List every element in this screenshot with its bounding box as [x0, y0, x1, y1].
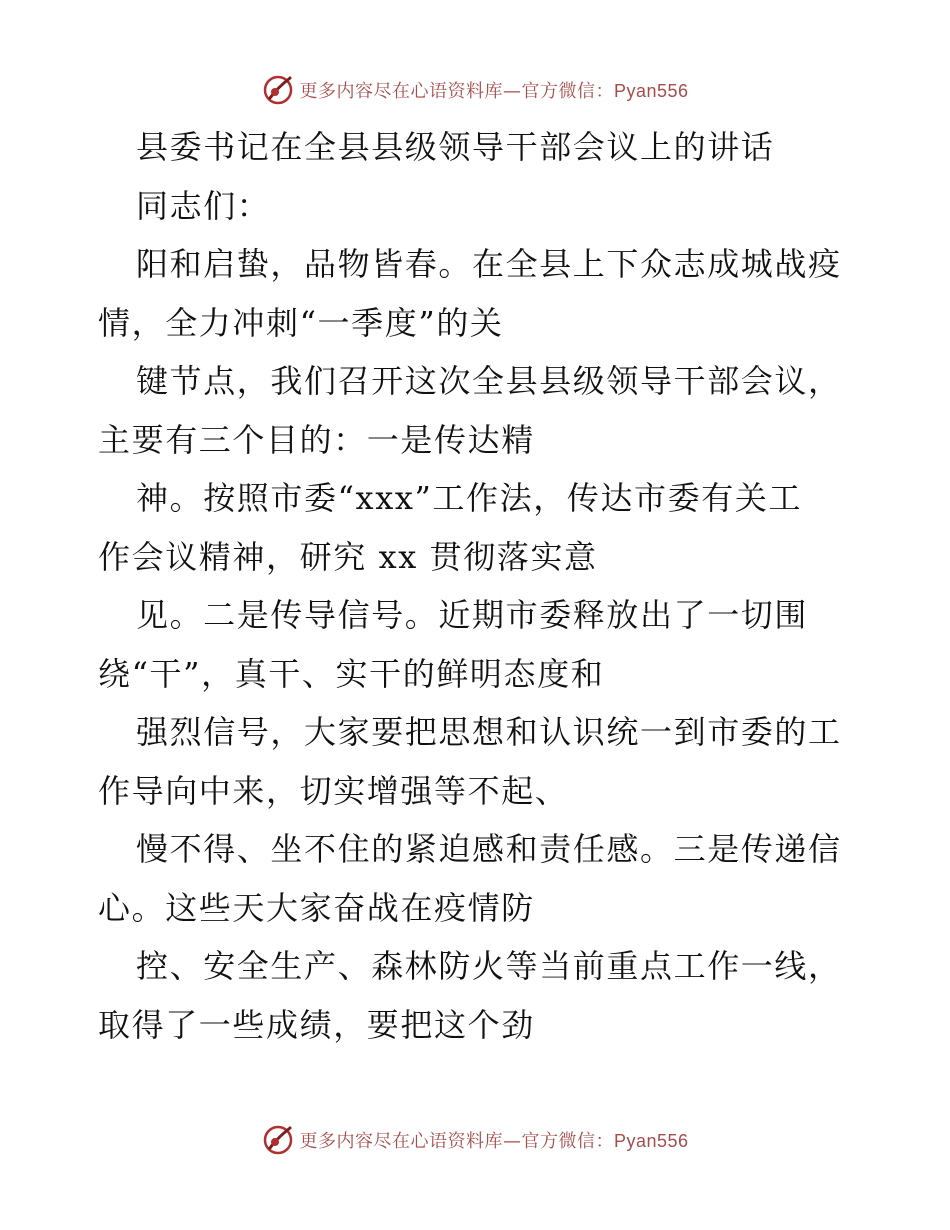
banner-slogan: 更多内容尽在心语资料库—官方微信： [299, 81, 614, 102]
brush-logo-icon [261, 1123, 295, 1157]
brush-logo-icon [261, 73, 295, 107]
salutation: 同志们： [136, 186, 271, 225]
paragraph-line: 主要有三个目的：一是传达精 [98, 420, 535, 459]
wechat-id: Pyan556 [613, 1131, 689, 1151]
footer-banner [0, 1120, 950, 1160]
paragraph-line: 作导向中来，切实增强等不起、 [98, 771, 569, 810]
paragraph-line: 情，全力冲刺“一季度”的关 [98, 303, 504, 342]
paragraph-line: 取得了一些成绩，要把这个劲 [98, 1005, 535, 1044]
paragraph-line: 绕“干”，真干、实干的鲜明态度和 [98, 654, 605, 693]
paragraph-line: 慢不得、坐不住的紧迫感和责任感。三是传递信 [136, 830, 842, 868]
paragraph-line: 作会议精神，研究 xx 贯彻落实意 [98, 537, 598, 576]
paragraph-line: 见。二是传导信号。近期市委释放出了一切围 [136, 596, 809, 634]
document-title: 县委书记在全县县级领导干部会议上的讲话 [136, 128, 775, 166]
banner-text [299, 77, 688, 103]
paragraph-line: 键节点，我们召开这次全县县级领导干部会议， [136, 362, 842, 400]
header-banner [0, 70, 950, 110]
wechat-id: Pyan556 [613, 81, 689, 101]
banner-text [299, 1127, 688, 1153]
paragraph-line: 阳和启蛰，品物皆春。在全县上下众志成城战疫 [136, 245, 842, 283]
paragraph-line: 神。按照市委“xxx”工作法，传达市委有关工 [136, 479, 803, 517]
paragraph-line: 强烈信号，大家要把思想和认识统一到市委的工 [136, 713, 842, 751]
banner-slogan: 更多内容尽在心语资料库—官方微信： [299, 1131, 614, 1152]
paragraph-line: 控、安全生产、森林防火等当前重点工作一线， [136, 947, 842, 985]
document-body [98, 118, 858, 1054]
paragraph-line: 心。这些天大家奋战在疫情防 [98, 888, 535, 927]
